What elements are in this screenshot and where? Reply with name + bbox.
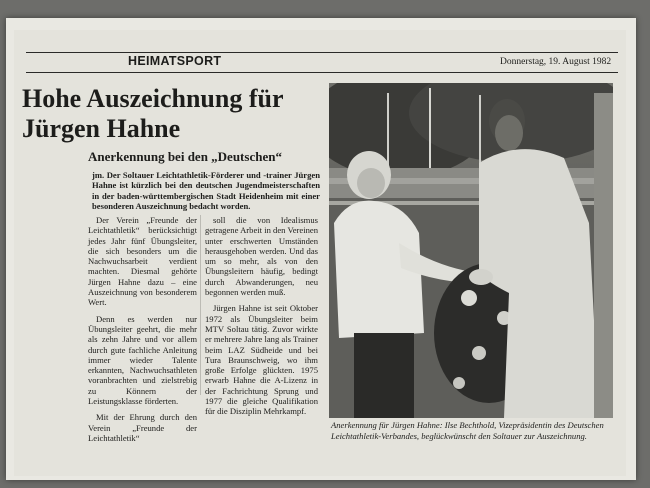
section-title: HEIMATSPORT xyxy=(128,54,222,68)
paragraph: Der Verein „Freunde der Leichtathletik“ berücksichtigt jedes Jahr fünf Übungsleiter, die sich besonders um die Nachwuchsarbeit verdient machten. Diesmal gehörte Jürgen Hahne dazu – eine Auszeichnung von besonderem Wert. xyxy=(88,215,197,308)
paragraph: Denn es werden nur Übungsleiter geehrt, die mehr als zehn Jahre und vor allem durch gute fachliche Anleitung immer wieder Talente erkannten, Nachwuchsathleten voranbrachten und zielstrebig zu Könnern der Leistungsklasse förderten. xyxy=(88,313,197,407)
subheadline: Anerkennung bei den „Deutschen“ xyxy=(88,149,282,164)
award-photo xyxy=(329,83,613,418)
photo-caption: Anerkennung für Jürgen Hahne: Ilse Bechthold, Vizepräsidentin des Deutschen Leichtathletik-Verbandes, beglückwünscht den Soltauer zur Auszeichnung. xyxy=(331,420,604,441)
paragraph: soll die von Idealismus getragene Arbeit in den Vereinen unter erschwerten Umständen herausgehoben werden. Und das um so mehr, als von den Übungsleitern häufig, bedingt durch Abwanderungen, neu begonnen werden muß. xyxy=(205,215,318,298)
issue-date: Donnerstag, 19. August 1982 xyxy=(500,57,612,67)
header-rule-bottom xyxy=(26,72,618,73)
header-rule-top xyxy=(26,52,618,53)
headline: Hohe Auszeichnung für Jürgen Hahne xyxy=(22,84,284,143)
paragraph: Jürgen Hahne ist seit Oktober 1972 als Übungsleiter beim MTV Soltau tätig. Zuvor wirkte er mehrere Jahre lang als Trainer beim LAZ Südheide und bei Tura Braunschweig, wo ihm große Erfolge glückten. 1975 erwarb Hahne die A-Lizenz in der Fachrichtung Sprung und 1977 die gleiche Qualifikation für die Disziplin Mehrkampf. xyxy=(205,303,318,417)
text-column-1 xyxy=(88,215,197,449)
lead-paragraph: jm. Der Soltauer Leichtathletik-Förderer und -trainer Jürgen Hahne ist kürzlich bei den deutschen Jugendmeisterschaften in der baden-württembergischen Stadt Heidenheim mit einer besonderen Auszeichnung bedacht worden. xyxy=(92,170,320,211)
text-column-2 xyxy=(205,215,318,423)
paragraph: Mit der Ehrung durch den Verein „Freunde der Leichtathletik“ xyxy=(88,412,197,443)
column-divider xyxy=(200,215,201,395)
